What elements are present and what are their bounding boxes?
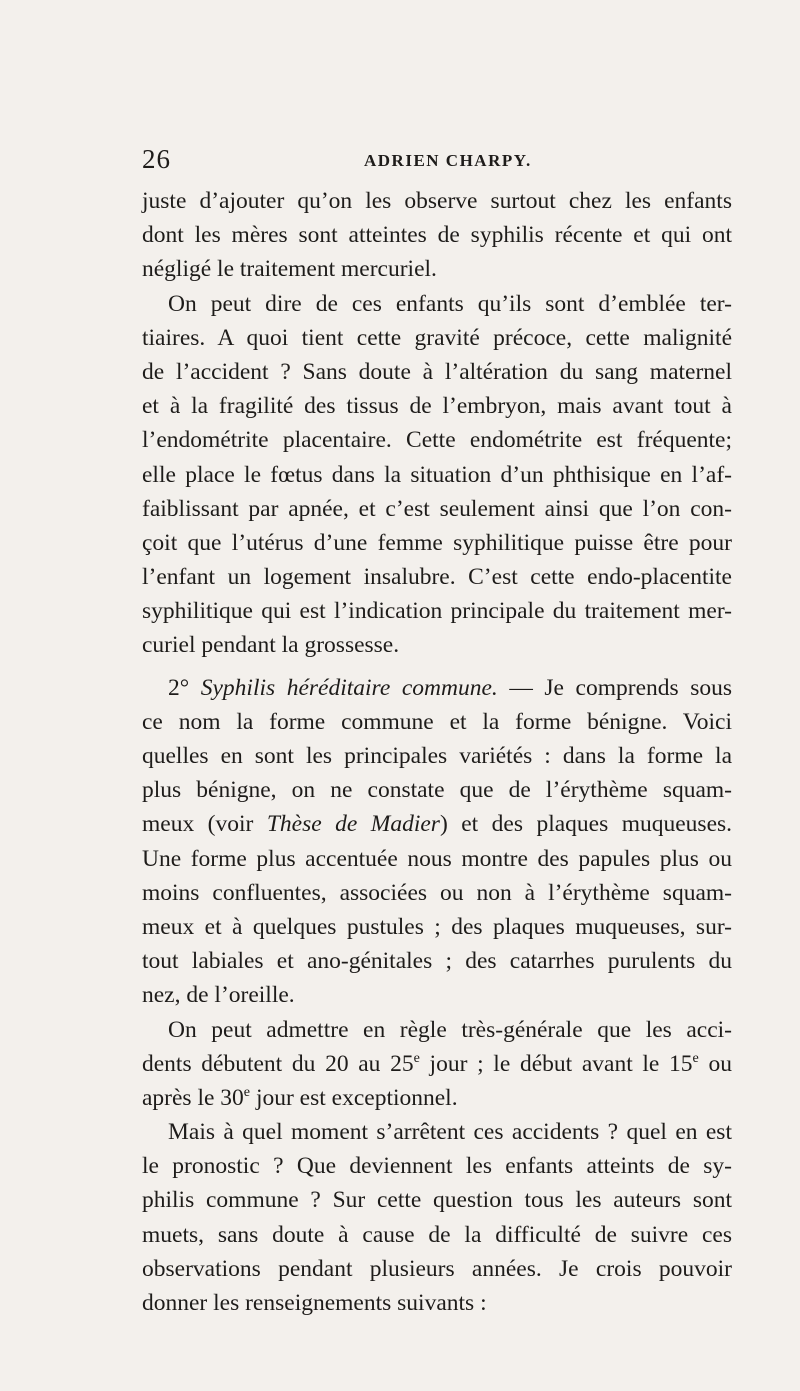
running-head: ADRIEN CHARPY. bbox=[364, 151, 532, 170]
text-line: tiaires. A quoi tient cette gravité précoce, cette malignité bbox=[142, 324, 732, 351]
text-fragment: jour ; le début avant le 15 bbox=[419, 1050, 693, 1077]
text-line: Mais à quel moment s’arrêtent ces accidents ? quel en est bbox=[168, 1119, 732, 1146]
text-line: curiel pendant la grossesse. bbox=[142, 632, 400, 659]
text-line: philis commune ? Sur cette question tous les auteurs sont bbox=[142, 1187, 732, 1214]
section-number: 2° bbox=[168, 674, 190, 701]
text-line: muets, sans doute à cause de la difficulté de suivre ces bbox=[142, 1221, 732, 1248]
ordinal-suffix: e bbox=[243, 1084, 251, 1101]
text-line: faiblissant par apnée, et c’est seulement ainsi que l’on con- bbox=[142, 495, 732, 522]
section-text: — Je comprends sous bbox=[509, 674, 733, 701]
text-line: l’endométrite placentaire. Cette endométrite est fréquente; bbox=[142, 427, 732, 454]
text-line: juste d’ajouter qu’on les observe surtout chez les enfants bbox=[142, 188, 732, 214]
ordinal-suffix: e bbox=[413, 1049, 420, 1066]
text-line: meux et à quelques pustules ; des plaques muqueuses, sur- bbox=[142, 913, 732, 940]
text-line: syphilitique qui est l’indication principale du traitement mer- bbox=[142, 598, 732, 625]
text-line: dont les mères sont atteintes de syphilis récente et qui ont bbox=[142, 222, 732, 249]
text-fragment: jour est exceptionnel. bbox=[250, 1084, 458, 1111]
text-line: l’enfant un logement insalubre. C’est cette endo-placentite bbox=[142, 564, 732, 591]
text-line-citation bbox=[142, 807, 732, 841]
text-line: et à la fragilité des tissus de l’embryon, mais avant tout à bbox=[142, 393, 732, 420]
section-heading-line bbox=[142, 671, 732, 705]
text-line: le pronostic ? Que deviennent les enfants atteints de sy- bbox=[142, 1153, 732, 1180]
text-fragment: meux (voir bbox=[142, 811, 254, 838]
text-line: ce nom la forme commune et la forme bénigne. Voici bbox=[142, 708, 732, 735]
text-line: çoit que l’utérus d’une femme syphilitique puisse être pour bbox=[142, 529, 732, 556]
text-line: négligé le traitement mercuriel. bbox=[142, 256, 437, 283]
text-line: On peut dire de ces enfants qu’ils sont d’emblée ter- bbox=[168, 290, 732, 317]
text-line: donner les renseignements suivants : bbox=[142, 1290, 487, 1316]
text-line: On peut admettre en règle très-générale que les acci- bbox=[168, 1016, 732, 1043]
page-header bbox=[142, 144, 732, 180]
text-line: tout labiales et ano-génitales ; des catarrhes purulents du bbox=[142, 948, 732, 975]
text-line: observations pendant plusieurs années. Je crois pouvoir bbox=[142, 1255, 732, 1282]
text-line: elle place le fœtus dans la situation d’un phthisique en l’af- bbox=[142, 461, 732, 488]
text-fragment: dents débutent du 20 au 25 bbox=[142, 1050, 414, 1077]
text-line bbox=[142, 1047, 732, 1081]
section-title: Syphilis héréditaire commune. bbox=[200, 674, 498, 701]
text-fragment: ) et des plaques muqueuses. bbox=[439, 811, 733, 838]
ordinal-suffix: e bbox=[692, 1049, 699, 1066]
citation-title: Thèse de Madier bbox=[266, 811, 440, 838]
body-text bbox=[142, 184, 732, 1320]
text-line bbox=[142, 1081, 732, 1115]
text-fragment: après le 30 bbox=[142, 1084, 244, 1111]
page-number: 26 bbox=[142, 144, 171, 174]
text-line: nez, de l’oreille. bbox=[142, 982, 295, 1009]
text-line: quelles en sont les principales variétés : dans la forme la bbox=[142, 743, 732, 769]
text-fragment: ou bbox=[698, 1050, 732, 1077]
text-line: plus bénigne, on ne constate que de l’érythème squam- bbox=[142, 777, 732, 804]
text-line: de l’accident ? Sans doute à l’altération du sang maternel bbox=[142, 358, 732, 385]
text-line: moins confluentes, associées ou non à l’érythème squam- bbox=[142, 879, 732, 906]
text-line: Une forme plus accentuée nous montre des papules plus ou bbox=[142, 845, 732, 872]
